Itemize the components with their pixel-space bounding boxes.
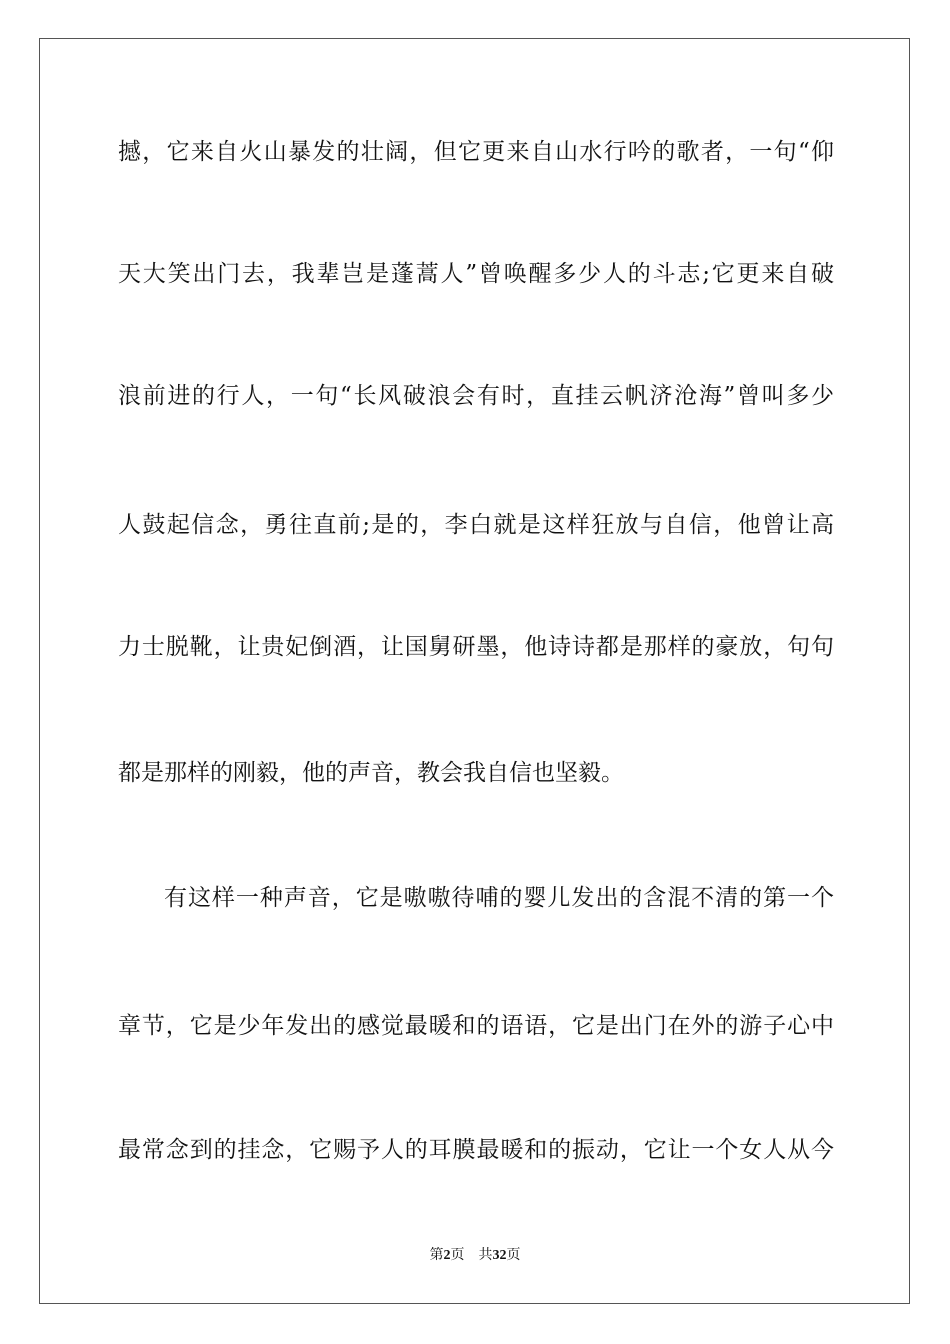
text-line: 最常念到的挂念，它赐予人的耳膜最暖和的振动，它让一个女人从今 (118, 1137, 834, 1163)
total-prefix: 共 (478, 1248, 493, 1263)
total-pages: 32 (492, 1248, 507, 1263)
text-line: 人鼓起信念，勇往直前;是的，李白就是这样狂放与自信，他曾让高 (118, 512, 834, 538)
page-prefix: 第 (429, 1248, 444, 1263)
text-line: 章节，它是少年发出的感觉最暖和的语语，它是出门在外的游子心中 (118, 1013, 834, 1039)
page-border (39, 38, 910, 1304)
text-line: 天大笑出门去，我辈岂是蓬蒿人”曾唤醒多少人的斗志;它更来自破 (118, 261, 834, 287)
total-suffix: 页 (506, 1248, 521, 1263)
page-suffix: 页 (450, 1248, 465, 1263)
text-line: 有这样一种声音，它是嗷嗷待哺的婴儿发出的含混不清的第一个 (164, 885, 834, 911)
text-line: 浪前进的行人，一句“长风破浪会有时，直挂云帆济沧海”曾叫多少 (118, 383, 834, 409)
text-line: 撼，它来自火山暴发的壮阔，但它更来自山水行吟的歌者，一句“仰 (118, 139, 834, 165)
text-line: 力士脱靴，让贵妃倒酒，让国舅研墨，他诗诗都是那样的豪放，句句 (118, 634, 834, 660)
page-footer (0, 1247, 950, 1265)
text-line: 都是那样的刚毅，他的声音，教会我自信也坚毅。 (118, 760, 624, 786)
page-number: 2 (443, 1248, 451, 1263)
